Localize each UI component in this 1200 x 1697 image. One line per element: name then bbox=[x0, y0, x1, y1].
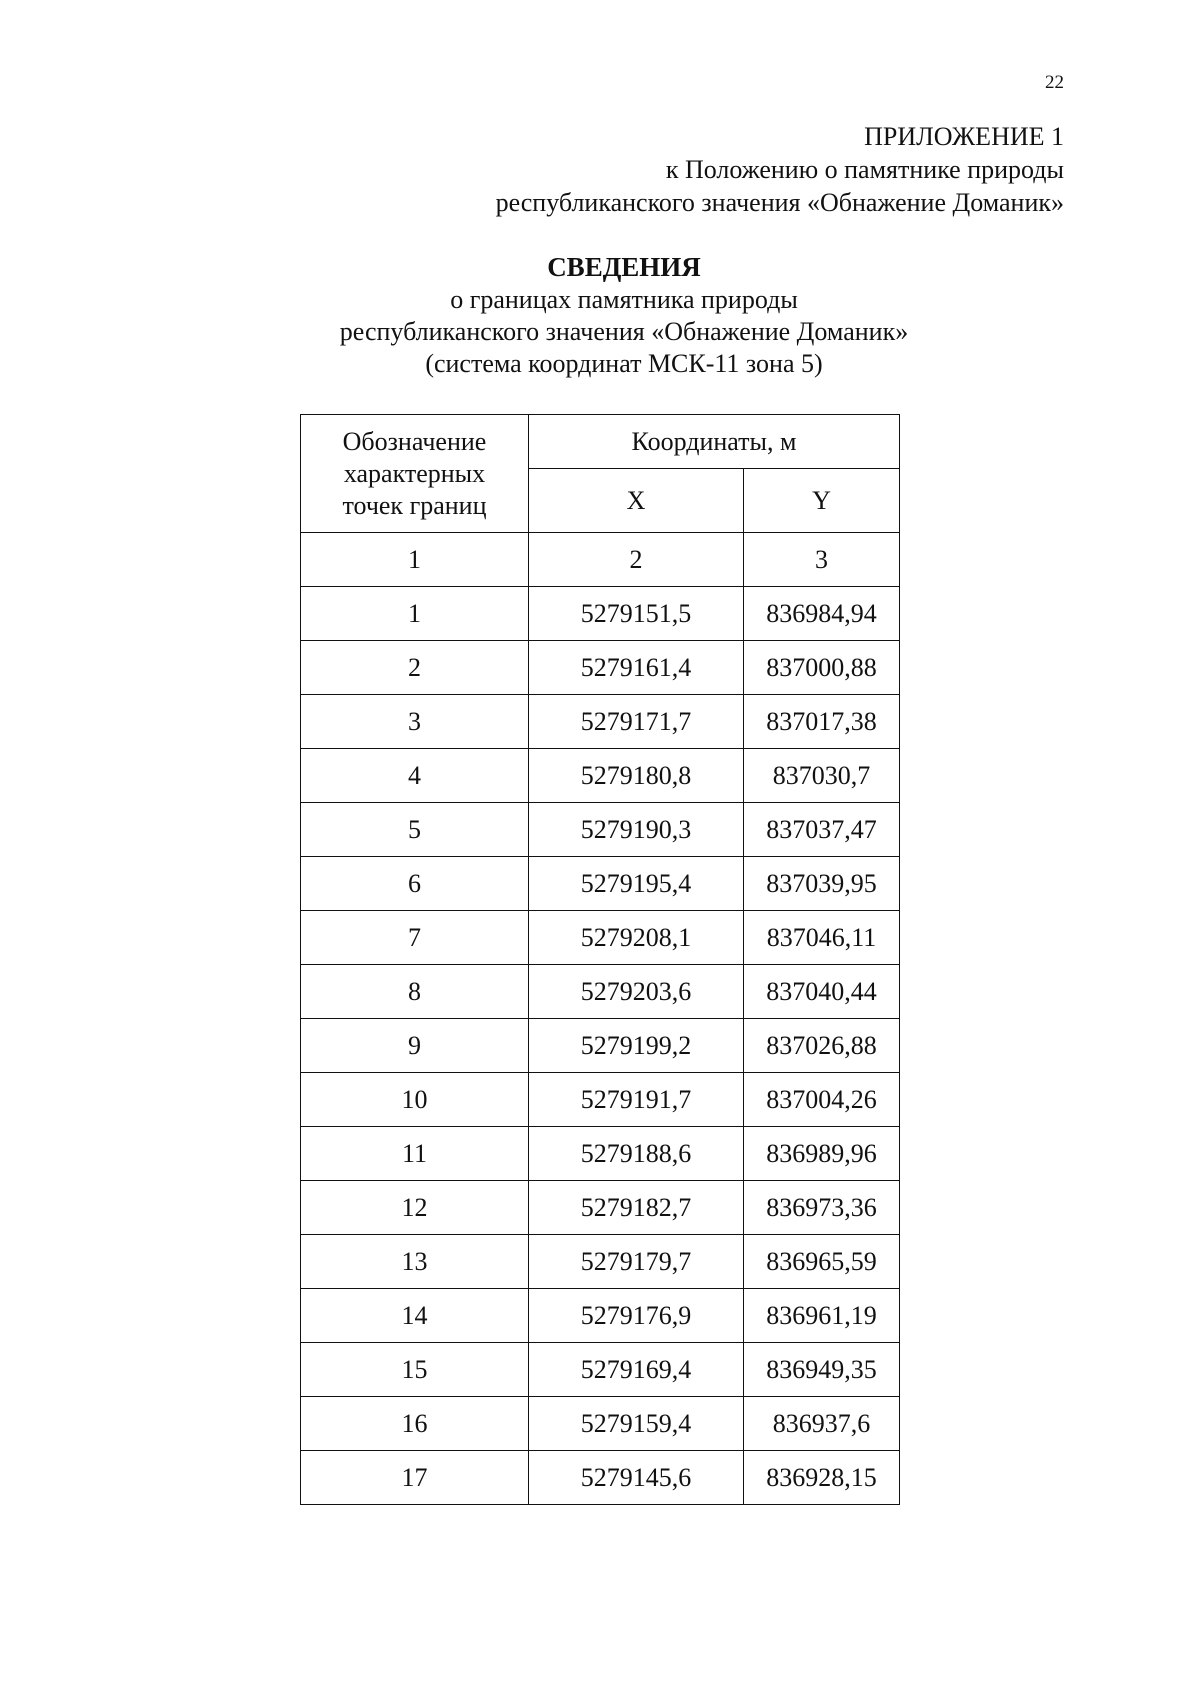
y-coordinate-cell: 837004,26 bbox=[744, 1073, 900, 1127]
table-row bbox=[301, 965, 900, 1019]
y-coordinate-cell: 836937,6 bbox=[744, 1397, 900, 1451]
y-coordinate-cell: 836973,36 bbox=[744, 1181, 900, 1235]
column-number: 3 bbox=[744, 533, 900, 587]
table-row bbox=[301, 1181, 900, 1235]
point-cell: 16 bbox=[301, 1397, 529, 1451]
point-cell: 3 bbox=[301, 695, 529, 749]
appendix-title: ПРИЛОЖЕНИЕ 1 bbox=[864, 122, 1064, 151]
x-coordinate-cell: 5279159,4 bbox=[529, 1397, 744, 1451]
x-header: X bbox=[529, 469, 744, 533]
heading-subtitle-3: (система координат МСК-11 зона 5) bbox=[425, 349, 823, 378]
point-cell: 14 bbox=[301, 1289, 529, 1343]
table-row bbox=[301, 695, 900, 749]
heading-subtitle-1: о границах памятника природы bbox=[450, 285, 798, 314]
x-coordinate-cell: 5279151,5 bbox=[529, 587, 744, 641]
table-row bbox=[301, 1397, 900, 1451]
point-cell: 4 bbox=[301, 749, 529, 803]
point-cell: 11 bbox=[301, 1127, 529, 1181]
table-row bbox=[301, 1019, 900, 1073]
y-coordinate-cell: 836961,19 bbox=[744, 1289, 900, 1343]
page-number: 22 bbox=[1045, 72, 1064, 93]
column-number-row bbox=[301, 533, 900, 587]
y-coordinate-cell: 837039,95 bbox=[744, 857, 900, 911]
y-coordinate-cell: 836984,94 bbox=[744, 587, 900, 641]
x-coordinate-cell: 5279203,6 bbox=[529, 965, 744, 1019]
designation-header-line: Обозначение bbox=[342, 426, 487, 456]
point-cell: 8 bbox=[301, 965, 529, 1019]
appendix-block bbox=[496, 120, 1064, 219]
heading-subtitle-2: республиканского значения «Обнажение Доманик» bbox=[339, 317, 909, 346]
table-row bbox=[301, 1073, 900, 1127]
x-coordinate-cell: 5279199,2 bbox=[529, 1019, 744, 1073]
point-cell: 6 bbox=[301, 857, 529, 911]
y-coordinate-cell: 837030,7 bbox=[744, 749, 900, 803]
y-coordinate-cell: 837026,88 bbox=[744, 1019, 900, 1073]
point-cell: 7 bbox=[301, 911, 529, 965]
y-coordinate-cell: 837000,88 bbox=[744, 641, 900, 695]
y-coordinate-cell: 836928,15 bbox=[744, 1451, 900, 1505]
point-cell: 13 bbox=[301, 1235, 529, 1289]
x-coordinate-cell: 5279182,7 bbox=[529, 1181, 744, 1235]
y-coordinate-cell: 836949,35 bbox=[744, 1343, 900, 1397]
point-cell: 5 bbox=[301, 803, 529, 857]
y-coordinate-cell: 837046,11 bbox=[744, 911, 900, 965]
table-row bbox=[301, 857, 900, 911]
y-header: Y bbox=[744, 469, 900, 533]
x-coordinate-cell: 5279179,7 bbox=[529, 1235, 744, 1289]
appendix-reference-cont: республиканского значения «Обнажение Доманик» bbox=[495, 188, 1064, 217]
table-row bbox=[301, 587, 900, 641]
coordinates-header: Координаты, м bbox=[529, 415, 900, 469]
document-heading bbox=[300, 250, 948, 380]
point-cell: 17 bbox=[301, 1451, 529, 1505]
y-coordinate-cell: 836965,59 bbox=[744, 1235, 900, 1289]
x-coordinate-cell: 5279190,3 bbox=[529, 803, 744, 857]
table-row bbox=[301, 1451, 900, 1505]
x-coordinate-cell: 5279145,6 bbox=[529, 1451, 744, 1505]
y-coordinate-cell: 836989,96 bbox=[744, 1127, 900, 1181]
column-number: 1 bbox=[301, 533, 529, 587]
table-row bbox=[301, 1343, 900, 1397]
y-coordinate-cell: 837037,47 bbox=[744, 803, 900, 857]
point-cell: 12 bbox=[301, 1181, 529, 1235]
designation-header bbox=[301, 415, 529, 533]
heading-title: СВЕДЕНИЯ bbox=[547, 252, 701, 282]
x-coordinate-cell: 5279176,9 bbox=[529, 1289, 744, 1343]
table-row bbox=[301, 749, 900, 803]
x-coordinate-cell: 5279188,6 bbox=[529, 1127, 744, 1181]
table-row bbox=[301, 1127, 900, 1181]
designation-header-line: характерных bbox=[343, 458, 486, 488]
x-coordinate-cell: 5279171,7 bbox=[529, 695, 744, 749]
point-cell: 1 bbox=[301, 587, 529, 641]
table-row bbox=[301, 1289, 900, 1343]
table-header-row bbox=[301, 415, 900, 469]
coordinates-table bbox=[300, 414, 900, 1505]
y-coordinate-cell: 837017,38 bbox=[744, 695, 900, 749]
point-cell: 2 bbox=[301, 641, 529, 695]
x-coordinate-cell: 5279195,4 bbox=[529, 857, 744, 911]
designation-header-line: точек границ bbox=[342, 490, 487, 520]
column-number: 2 bbox=[529, 533, 744, 587]
y-coordinate-cell: 837040,44 bbox=[744, 965, 900, 1019]
table-row bbox=[301, 803, 900, 857]
point-cell: 10 bbox=[301, 1073, 529, 1127]
x-coordinate-cell: 5279208,1 bbox=[529, 911, 744, 965]
x-coordinate-cell: 5279180,8 bbox=[529, 749, 744, 803]
x-coordinate-cell: 5279169,4 bbox=[529, 1343, 744, 1397]
table-row bbox=[301, 641, 900, 695]
table-row bbox=[301, 911, 900, 965]
x-coordinate-cell: 5279191,7 bbox=[529, 1073, 744, 1127]
point-cell: 9 bbox=[301, 1019, 529, 1073]
x-coordinate-cell: 5279161,4 bbox=[529, 641, 744, 695]
appendix-reference: к Положению о памятнике природы bbox=[665, 155, 1064, 184]
table-row bbox=[301, 1235, 900, 1289]
point-cell: 15 bbox=[301, 1343, 529, 1397]
